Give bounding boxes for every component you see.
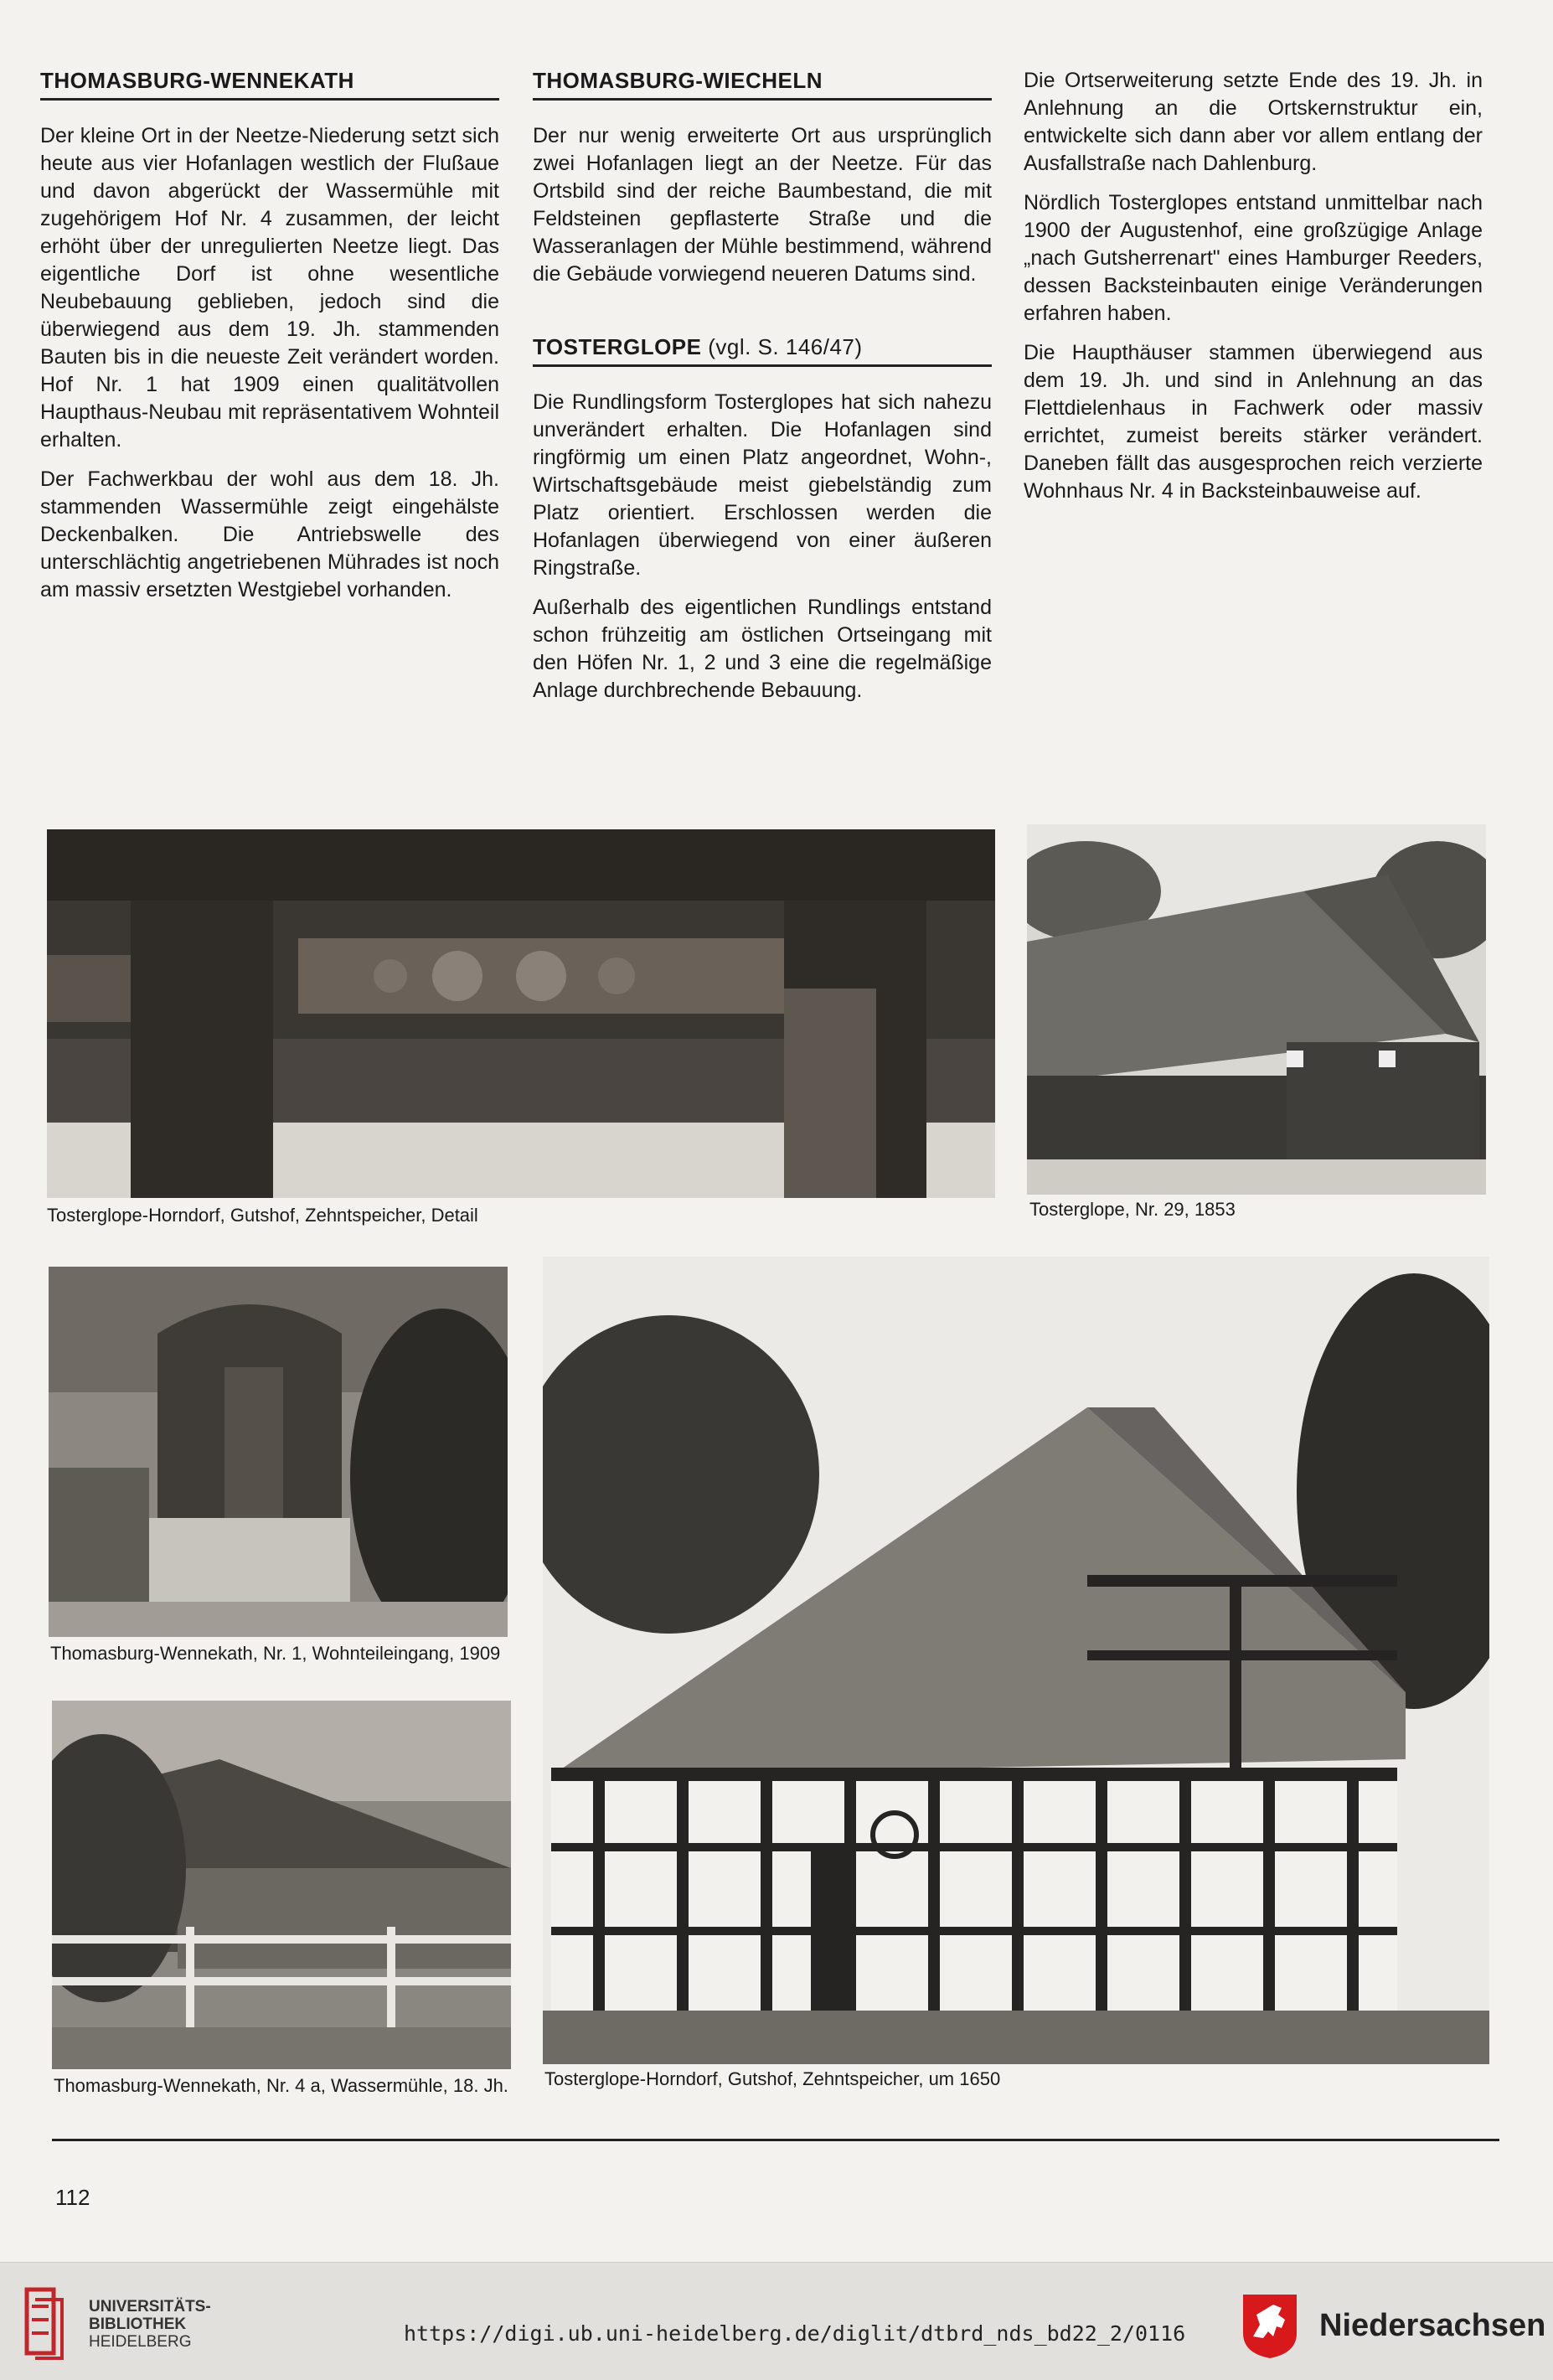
caption-wennekath-entrance: Thomasburg-Wennekath, Nr. 1, Wohnteileingang, 1909 <box>50 1643 501 1664</box>
paragraph: Nördlich Tosterglopes entstand unmittelbar nach 1900 der Augustenhof, eine großzügige Anlage „nach Gutsherrenart" eines Hamburger Reeders, dessen Backsteinbauten einige Veränderungen erfahren haben. <box>1024 191 1483 325</box>
caption-wennekath-mill: Thomasburg-Wennekath, Nr. 4 a, Wassermühle, 18. Jh. <box>54 2075 508 2096</box>
heading-tosterglope-ref: (vgl. S. 146/47) <box>708 334 863 359</box>
paragraph: Außerhalb des eigentlichen Rundlings entstand schon frühzeitig am östlichen Ortseingang mit den Höfen Nr. 1, 2 und 3 eine die regelmäßige Anlage durchbrechende Bebauung. <box>533 596 992 702</box>
paragraph: Die Rundlingsform Tosterglopes hat sich nahezu unverändert erhalten. Die Hofanlagen sind ringförmig um einen Platz angeordnet, Wohn-, Wirtschaftsgebäude meist giebelständig zum Platz orientiert. Erschlossen werden die Hofanlagen überwiegend von einer äußeren Ringstraße. <box>533 390 992 580</box>
footer-bar <box>0 2262 1553 2380</box>
library-name[interactable] <box>89 2298 211 2351</box>
ub-heidelberg-logo-icon[interactable] <box>20 2281 72 2362</box>
page-divider <box>52 2139 1499 2141</box>
library-line1: UNIVERSITÄTS- <box>89 2298 211 2315</box>
niedersachsen-horse-icon[interactable] <box>1240 2291 1300 2360</box>
caption-zehntspeicher: Tosterglope-Horndorf, Gutshof, Zehntspeicher, um 1650 <box>544 2068 1001 2089</box>
photo-wennekath-entrance <box>49 1267 508 1637</box>
photo-tosterglope-nr29 <box>1027 824 1486 1195</box>
column-tosterglope-cont <box>1024 67 1483 517</box>
heading-thomasburg-wiecheln: THOMASBURG-WIECHELN <box>533 67 992 101</box>
column-thomasburg-wennekath <box>40 67 499 616</box>
source-url-link[interactable]: https://digi.ub.uni-heidelberg.de/diglit/dtbrd_nds_bd22_2/0116 <box>404 2321 1186 2346</box>
caption-tosterglope-nr29: Tosterglope, Nr. 29, 1853 <box>1029 1199 1236 1220</box>
library-line2: BIBLIOTHEK <box>89 2315 187 2333</box>
paragraph: Die Haupthäuser stammen überwiegend aus dem 19. Jh. und sind in Anlehnung an das Flettdielenhaus in Fachwerk oder massiv errichtet, zumeist bereits stärker verändert. Daneben fällt das ausgesprochen reich verzierte Wohnhaus Nr. 4 in Backsteinbauweise auf. <box>1024 341 1483 503</box>
page-number: 112 <box>55 2185 90 2210</box>
paragraph: Die Ortserweiterung setzte Ende des 19. Jh. in Anlehnung an die Ortskernstruktur ein, entwickelte sich dann aber vor allem entlang der Ausfallstraße nach Dahlenburg. <box>1024 69 1483 175</box>
paragraph: Der nur wenig erweiterte Ort aus ursprünglich zwei Hofanlagen liegt an der Neetze. Für das Ortsbild sind der reiche Baumbestand, die mit Feldsteinen gepflasterte Straße und die Wasseranlagen der Mühle bestimmend, während die Gebäude vorwiegend neueren Datums sind. <box>533 124 992 286</box>
heading-tosterglope <box>533 333 992 367</box>
photo-wennekath-mill <box>52 1701 511 2069</box>
state-name[interactable]: Niedersachsen <box>1319 2308 1546 2343</box>
paragraph: Der Fachwerkbau der wohl aus dem 18. Jh. stammenden Wassermühle zeigt eingehälste Deckenbalken. Die Antriebswelle des unterschlächtig angetriebenen Mührades ist noch am massiv ersetzten Westgiebel vorhanden. <box>40 467 499 601</box>
library-line3: HEIDELBERG <box>89 2333 192 2351</box>
caption-zehntspeicher-detail: Tosterglope-Horndorf, Gutshof, Zehntspeicher, Detail <box>47 1205 478 1226</box>
photo-zehntspeicher-detail <box>47 829 995 1198</box>
heading-tosterglope-title: TOSTERGLOPE <box>533 334 702 359</box>
paragraph: Der kleine Ort in der Neetze-Niederung setzt sich heute aus vier Hofanlagen westlich der Flußaue und davon abgerückt der Wassermühle mit zugehörigem Hof Nr. 4 zusammen, der leicht erhöht über der unregulierten Neetze liegt. Das eigentliche Dorf ist ohne wesentliche Neubebauung geblieben, jedoch sind die überwiegend aus dem 19. Jh. stammenden Bauten bis in die neueste Zeit verändert worden. Hof Nr. 1 hat 1909 einen qualitätvollen Haupthaus-Neubau mit repräsentativem Wohnteil erhalten. <box>40 124 499 452</box>
photo-zehntspeicher <box>543 1257 1489 2064</box>
heading-thomasburg-wennekath: THOMASBURG-WENNEKATH <box>40 67 499 101</box>
column-thomasburg-wiecheln <box>533 67 992 716</box>
